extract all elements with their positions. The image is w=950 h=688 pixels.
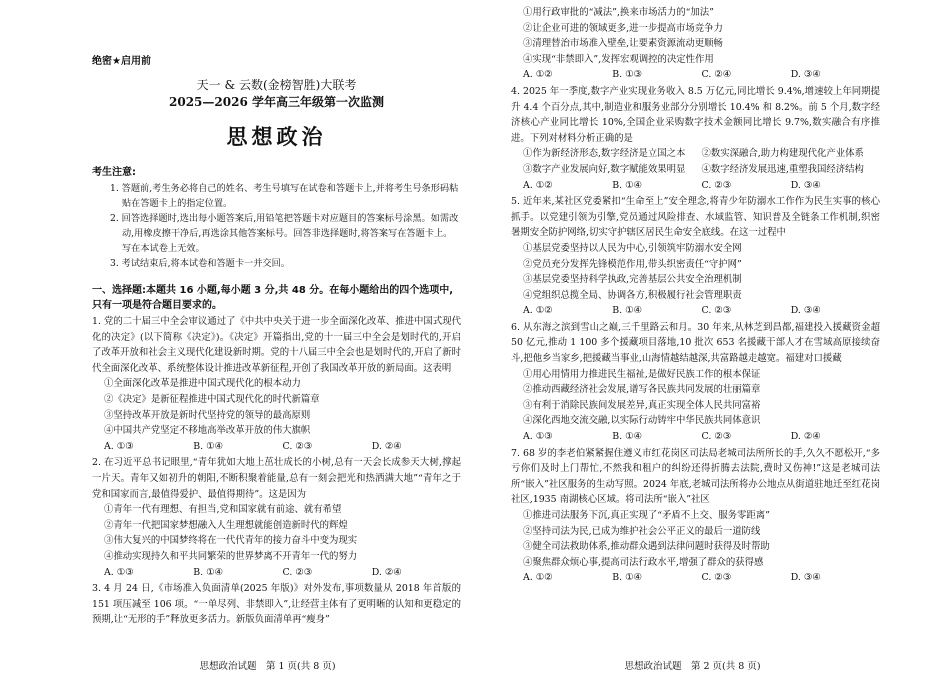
option: ①基层党委坚持以人民为中心,引领筑牢防溺水安全网	[523, 242, 742, 254]
choice-d: D. ②④	[790, 431, 821, 443]
question-stem: 7. 68 岁的李老伯紧紧握住遵义市红花岗区司法局老城司法所所长的手,久久不愿松开,“多亏你们及时上门帮忙,不然我和租户的纠纷还得折腾去法院,费时又伤神!”这是老城司法所“嵌入”社区服务的生动写照。2024 年底,老城司法所将办公地点从街道驻地迁至红花岗社区,1935 南湖核心区域。将司法所“嵌入”社区	[511, 447, 880, 506]
option: ③数字产业发展向好,数字赋能效果明显	[523, 163, 686, 175]
question-6	[511, 320, 880, 445]
notice-item: 2. 回答选择题时,选出每小题答案后,用铅笔把答题卡对应题目的答案标号涂黑。如需改动,用橡皮擦干净后,再选涂其他答案标号。回答非选择题时,将答案写在答题卡上。写在本试卷上无效。	[110, 213, 459, 254]
option: ④推动实现持久和平共同繁荣的世界梦离不开青年一代的努力	[104, 550, 358, 562]
exam-year: 2025—2026 学年高三年级第一次监测	[169, 95, 384, 109]
option: ③坚持改革开放是新时代坚持党的领导的最高原则	[104, 409, 311, 421]
option: ②数实深融合,助力构建现代化产业体系	[701, 148, 864, 160]
answer-choices	[511, 303, 880, 319]
choice-b: B. ①④	[612, 431, 642, 443]
choice-c: C. ②③	[282, 440, 313, 452]
subject-title: 思想政治	[226, 125, 327, 149]
question-1	[92, 314, 461, 454]
question-stem: 1. 党的二十届三中全会审议通过了《中共中央关于进一步全面深化改革、推进中国式现代化的决定》(以下简称《决定》)。《决定》开篇指出,党的十一届三中全会是划时代的,开启了改革开放和社会主义现代化建设新时期。党的十八届三中全会也是划时代的,开启了新时代全面深化改革、系统整体设计推进改革新征程,开创了我国改革开放的新局面。这表明	[92, 316, 461, 374]
choice-d: D. ②④	[371, 566, 402, 578]
option-row	[511, 146, 880, 162]
option: ③基层党委坚持科学执政,完善基层公共安全治理机制	[523, 274, 742, 286]
notice-title: 考生注意:	[92, 167, 136, 178]
question-5	[511, 194, 880, 319]
answer-choices	[92, 565, 461, 581]
choice-d: D. ③④	[790, 179, 821, 191]
option: ①用心用情用力推进民生福祉,是做好民族工作的根本保证	[523, 368, 761, 380]
choice-b: B. ①③	[612, 69, 642, 81]
choice-c: C. ②③	[701, 179, 732, 191]
question-3-options	[511, 5, 880, 83]
option: ④中国共产党坚定不移地高举改革开放的伟大旗帜	[104, 425, 311, 437]
question-2	[92, 455, 461, 580]
choice-c: C. ②③	[282, 566, 313, 578]
page-footer: 思想政治试题 第 2 页(共 8 页)	[624, 661, 761, 672]
option: ②坚持司法为民,已成为维护社会公平正义的最后一道防线	[523, 525, 761, 537]
question-7	[511, 446, 880, 586]
option: ②让企业可进的领域更多,进一步提高市场竞争力	[523, 22, 723, 34]
choice-a: A. ①②	[523, 179, 553, 191]
option-row	[511, 162, 880, 178]
choice-a: A. ①③	[104, 566, 134, 578]
notice-item: 1. 答题前,考生务必将自己的姓名、考生号填写在试卷和答题卡上,并将考生号条形码粘贴在答题卡上的指定位置。	[110, 183, 459, 209]
notice-list	[92, 181, 461, 271]
question-stem: 4. 2025 年一季度,数字产业实现业务收入 8.5 万亿元,同比增长 9.4%,增速较上年同期提升 4.4 个百分点,其中,制造业和服务业部分分别增长 10.4% 和 8.2%。前 5 个月,数字经济核心产业同比增长 10%,全国企业采购数字技术金额同比增长 9.7%,数实融合有序推进。下列对材料分析正确的是	[511, 85, 880, 144]
answer-choices	[92, 439, 461, 455]
option: ④实现“非禁即入”,发挥宏观调控的决定性作用	[523, 53, 714, 65]
option: ②党员充分发挥先锋模范作用,带头织密责任“守护网”	[523, 258, 742, 270]
choice-b: B. ①④	[612, 305, 642, 317]
answer-choices	[511, 178, 880, 194]
confidential-mark: 绝密★启用前	[92, 56, 151, 67]
choice-d: D. ③④	[790, 572, 821, 584]
notice-item: 3. 考试结束后,将本试卷和答题卡一并交回。	[110, 258, 290, 269]
option: ①用行政审批的“减法”,换来市场活力的“加法”	[523, 7, 714, 18]
option: ①青年一代有理想、有担当,党和国家就有前途、就有希望	[104, 504, 342, 516]
choice-c: C. ②④	[701, 69, 732, 81]
option: ③健全司法救助体系,推动群众遇到法律问题时获得及时帮助	[523, 541, 770, 553]
option: ④党组织总揽全局、协调各方,积极履行社会管理职责	[523, 289, 742, 301]
choice-d: D. ③④	[790, 305, 821, 317]
choice-d: D. ③④	[790, 69, 821, 81]
question-stem: 3. 4 月 24 日,《市场准入负面清单(2025 年版)》对外发布,事项数量从 2018 年首版的 151 项压减至 106 项。“一单尽列、非禁即入”,让经营主体有了更明晰的认知和更稳定的预期,让“无形的手”释放更多活力。新版负面清单再“瘦身”	[92, 583, 461, 626]
option: ④深化西地交流交融,以实际行动铸牢中华民族共同体意识	[523, 415, 761, 427]
choice-c: C. ②③	[701, 305, 732, 317]
choice-b: B. ①④	[612, 179, 642, 191]
question-4	[511, 84, 880, 193]
option: ①作为新经济形态,数字经济是立国之本	[523, 148, 686, 160]
option: ④数字经济发展迅速,重塑我国经济结构	[701, 163, 864, 175]
option: ④聚焦群众烦心事,提高司法行政水平,增强了群众的获得感	[523, 556, 764, 568]
section-heading: 一、选择题:本题共 16 小题,每小题 3 分,共 48 分。在每小题给出的四个选项中,只有一项是符合题目要求的。	[92, 285, 454, 311]
option: ①全面深化改革是推进中国式现代化的根本动力	[104, 378, 301, 390]
choice-b: B. ①④	[612, 572, 642, 584]
answer-choices	[511, 429, 880, 445]
choice-a: A. ①②	[523, 69, 553, 81]
option: ②《决定》是新征程推进中国式现代化的时代新篇章	[104, 393, 320, 405]
choice-b: B. ①④	[193, 566, 223, 578]
option: ②推动西藏经济社会发展,谱写各民族共同发展的壮丽篇章	[523, 384, 761, 396]
choice-a: A. ①②	[523, 305, 553, 317]
option: ③伟大复兴的中国梦终将在一代代青年的接力奋斗中变为现实	[104, 535, 358, 547]
question-3-stem	[92, 581, 461, 628]
question-stem: 5. 近年来,某社区党委紧扣“生命至上”安全理念,将青少年防溺水工作作为民生实事的核心抓手。以党建引领为引擎,党员通过风险排查、水域监管、知识普及全链条工作机制,织密暑期安全防护网络,切实守护辖区居民生命安全底线。在这一过程中	[511, 196, 880, 239]
option: ③有利于消除民族间发展差异,真正实现全体人民共同富裕	[523, 399, 761, 411]
option: ②青年一代把国家梦想融入人生理想就能创造新时代的辉煌	[104, 519, 348, 531]
option: ③清理替治市场准入壁垒,让要素资源流动更顺畅	[523, 38, 723, 50]
choice-a: A. ①③	[104, 440, 134, 452]
choice-b: B. ①④	[193, 440, 223, 452]
question-stem: 2. 在习近平总书记眼里,“青年犹如大地上茁壮成长的小树,总有一天会长成参天大树,撑起一片天。青年又如初升的朝阳,不断积聚着能量,总有一刻会把光和热洒满大地”“青年之于党和国家而言,最值得爱护、最值得期待”。这是因为	[92, 457, 461, 500]
choice-a: A. ①③	[523, 431, 553, 443]
choice-c: C. ②③	[701, 431, 732, 443]
exam-name: 天一 & 云数(金榜智胜)大联考	[196, 78, 357, 92]
question-stem: 6. 从东海之滨到雪山之巅,三千里路云和月。30 年来,从林芝到昌都,福建投入援藏资金超 50 亿元,推动 1 100 多个援藏项目落地,10 批次 653 名援藏干部人才在雪域高原接续奋斗,把他乡当家乡,把援藏当事业,山海情越结越深,共富路越走越宽。福建对口援藏	[511, 321, 880, 365]
page-footer: 思想政治试题 第 1 页(共 8 页)	[199, 661, 336, 672]
answer-choices	[511, 67, 880, 83]
option: ①推进司法服务下沉,真正实现了“矛盾不上交、服务零距离”	[523, 510, 770, 521]
choice-c: C. ②③	[701, 572, 732, 584]
choice-a: A. ①②	[523, 572, 553, 584]
page-2	[475, 0, 950, 688]
choice-d: D. ②④	[371, 440, 402, 452]
answer-choices	[511, 570, 880, 586]
